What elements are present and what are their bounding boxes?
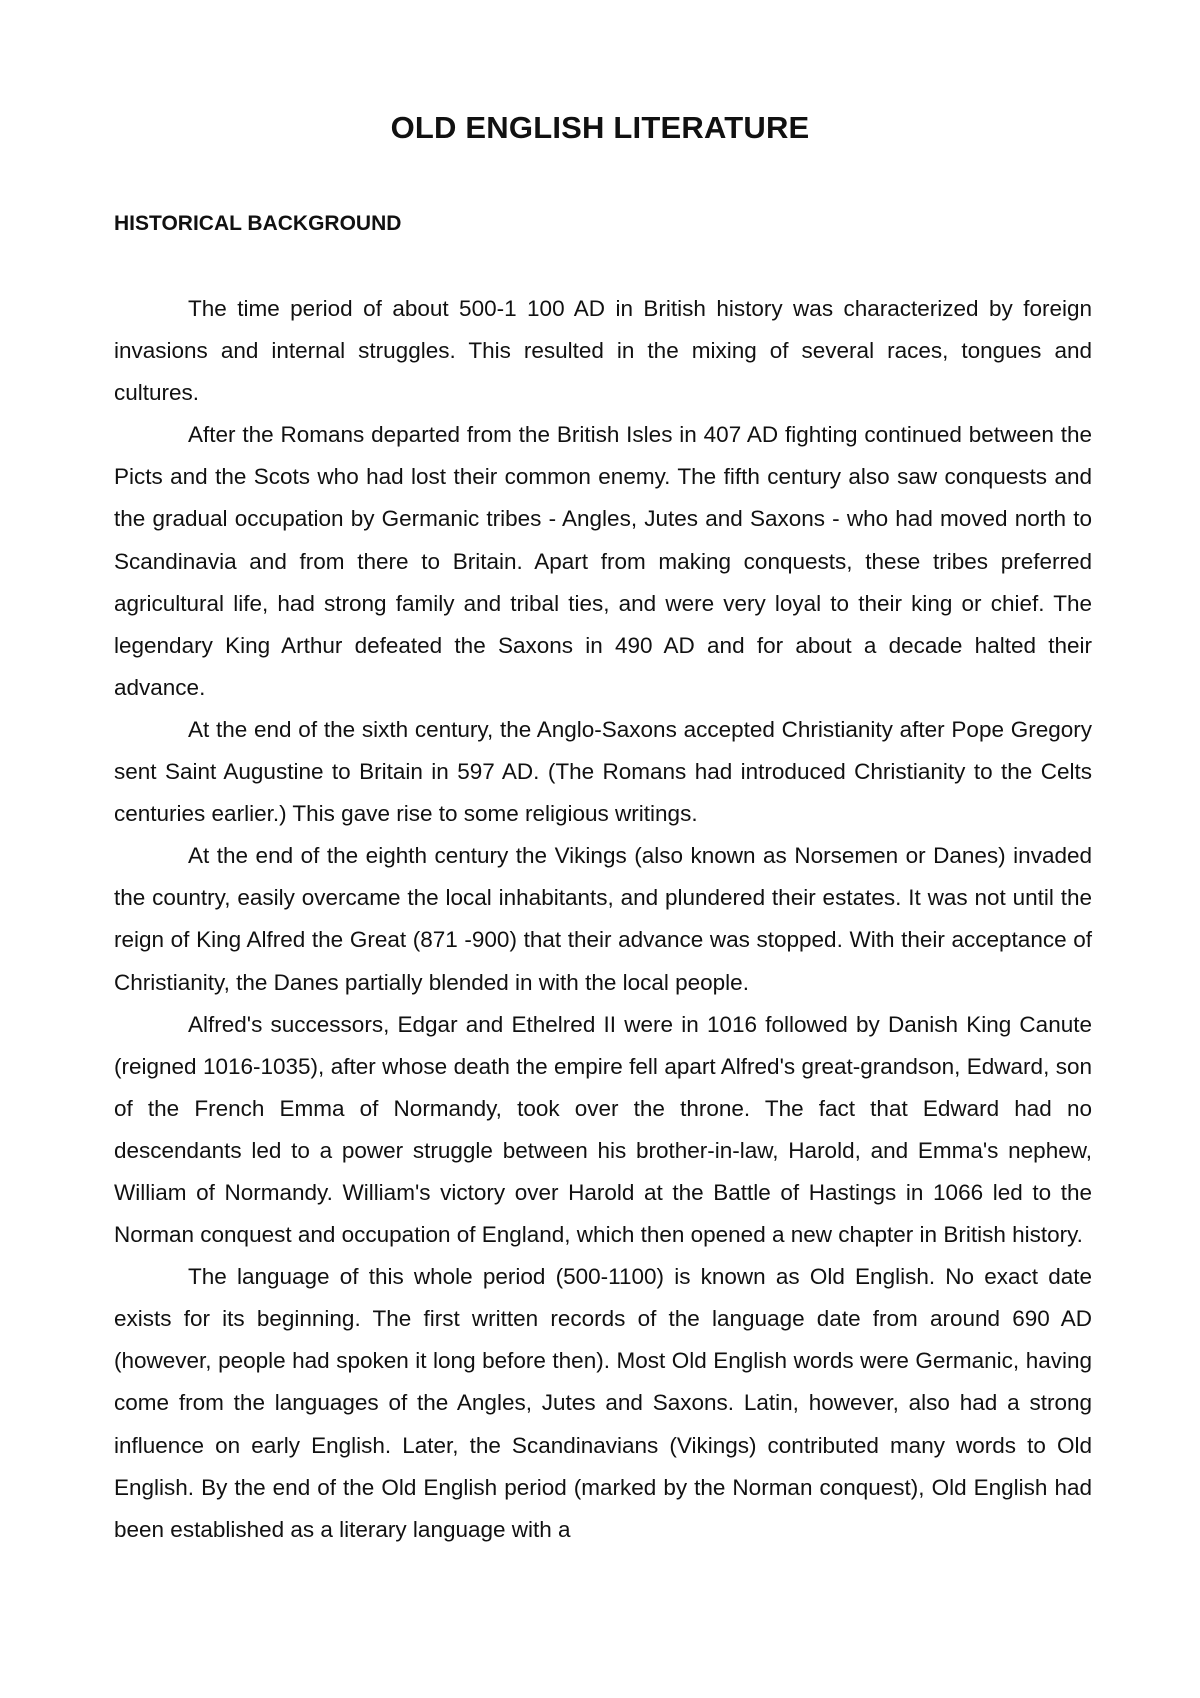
body-paragraph: After the Romans departed from the British Isles in 407 AD fighting continued between the Picts and the Scots who had lost their common enemy. The fifth century also saw conquests and the gradual occupation by Germanic tribes - Angles, Jutes and Saxons - who had moved north to Scandinavia and from there to Britain. Apart from making conquests, these tribes preferred agricultural life, had strong family and tribal ties, and were very loyal to their king or chief. The legendary King Arthur defeated the Saxons in 490 AD and for about a decade halted their advance. bbox=[114, 422, 1092, 700]
body-paragraph: The time period of about 500-1 100 AD in British history was characterized by foreign invasions and internal struggles. This resulted in the mixing of several races, tongues and cultures. bbox=[114, 296, 1092, 406]
body-paragraph: At the end of the eighth century the Vikings (also known as Norsemen or Danes) invaded the country, easily overcame the local inhabitants, and plundered their estates. It was not until the reign of King Alfred the Great (871 -900) that their advance was stopped. With their acceptance of Christianity, the Danes partially blended in with the local people. bbox=[114, 843, 1092, 995]
document-title: OLD ENGLISH LITERATURE bbox=[390, 110, 810, 145]
body-paragraph: Alfred's successors, Edgar and Ethelred II were in 1016 followed by Danish King Canute (reigned 1016-1035), after whose death the empire fell apart Alfred's great-grandson, Edward, son of the French Emma of Normandy, took over the throne. The fact that Edward had no descendants led to a power struggle between his brother-in-law, Harold, and Emma's nephew, William of Normandy. William's victory over Harold at the Battle of Hastings in 1066 led to the Norman conquest and occupation of England, which then opened a new chapter in British history. bbox=[114, 1011, 1092, 1248]
body-paragraph: The language of this whole period (500-1100) is known as Old English. No exact date exists for its beginning. The first written records of the language date from around 690 AD (however, people had spoken it long before then). Most Old English words were Germanic, having come from the languages of the Angles, Jutes and Saxons. Latin, however, also had a strong influence on early English. Later, the Scandinavians (Vikings) contributed many words to Old English. By the end of the Old English period (marked by the Norman conquest), Old English had been established as a literary language with a bbox=[114, 1264, 1092, 1542]
section-heading: HISTORICAL BACKGROUND bbox=[114, 212, 402, 235]
body-paragraph: At the end of the sixth century, the Anglo-Saxons accepted Christianity after Pope Gregory sent Saint Augustine to Britain in 597 AD. (The Romans had introduced Christianity to the Celts centuries earlier.) This gave rise to some religious writings. bbox=[114, 716, 1092, 827]
document-body bbox=[114, 288, 1092, 1551]
